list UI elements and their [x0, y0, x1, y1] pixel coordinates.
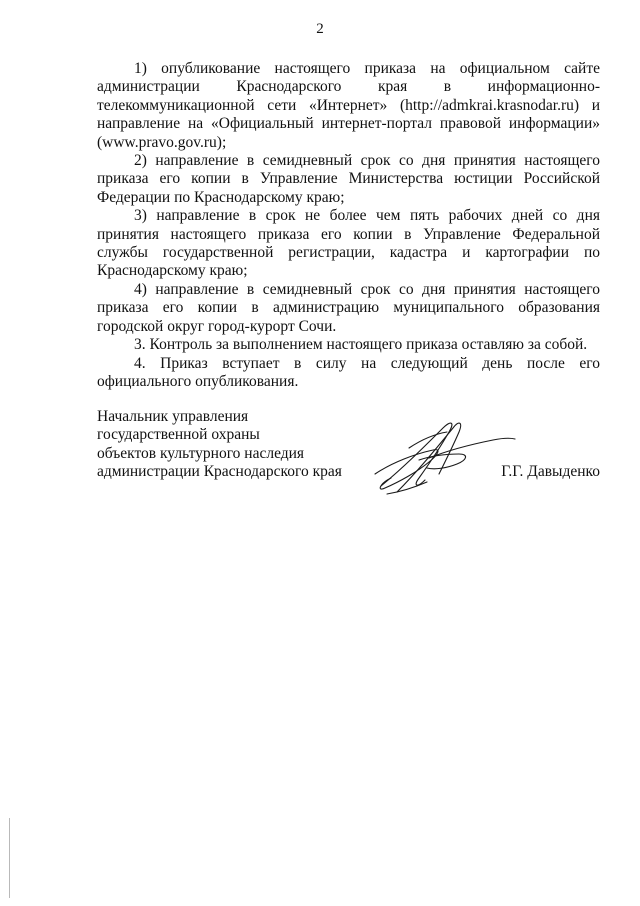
page-number: 2	[316, 21, 324, 37]
document-body	[97, 60, 600, 391]
signer-title-line: администрации Краснодарского края	[97, 463, 342, 481]
paragraph-registration-service: 3) направление в срок не более чем пять рабочих дней со дня принятия настоящего приказа его копии в Управление Федеральной службы государственной регистрации, кадастра и картографии по Краснодарскому краю;	[97, 207, 600, 280]
signer-title-line: государственной охраны	[97, 426, 260, 444]
signer-name: Г.Г. Давыденко	[501, 463, 600, 480]
signer-title	[97, 408, 377, 482]
paragraph-ministry-of-justice: 2) направление в семидневный срок со дня принятия настоящего приказа его копии в Управление Министерства юстиции Российской Федерации по Краснодарскому краю;	[97, 152, 600, 206]
signature-block	[97, 408, 600, 498]
paragraph-control: 3. Контроль за выполнением настоящего приказа оставляю за собой.	[134, 336, 588, 354]
handwritten-signature	[369, 410, 519, 498]
scan-margin-mark	[9, 818, 10, 898]
paragraph-publication: 1) опубликование настоящего приказа на официальном сайте администрации Краснодарского края в информационно-телекоммуникационной сети «Интернет» (http://admkrai.krasnodar.ru) и направление на «Официальный интернет-портал правовой информации» (www.pravo.gov.ru);	[97, 60, 600, 151]
signer-title-line: объектов культурного наследия	[97, 444, 305, 462]
paragraph-sochi-administration: 4) направление в семидневный срок со дня принятия настоящего приказа его копии в администрацию муниципального образования городской округ город-курорт Сочи.	[97, 280, 600, 335]
paragraph-entry-into-force: 4. Приказ вступает в силу на следующий день после его официального опубликования.	[97, 354, 600, 390]
signer-title-line: Начальник управления	[97, 408, 249, 425]
